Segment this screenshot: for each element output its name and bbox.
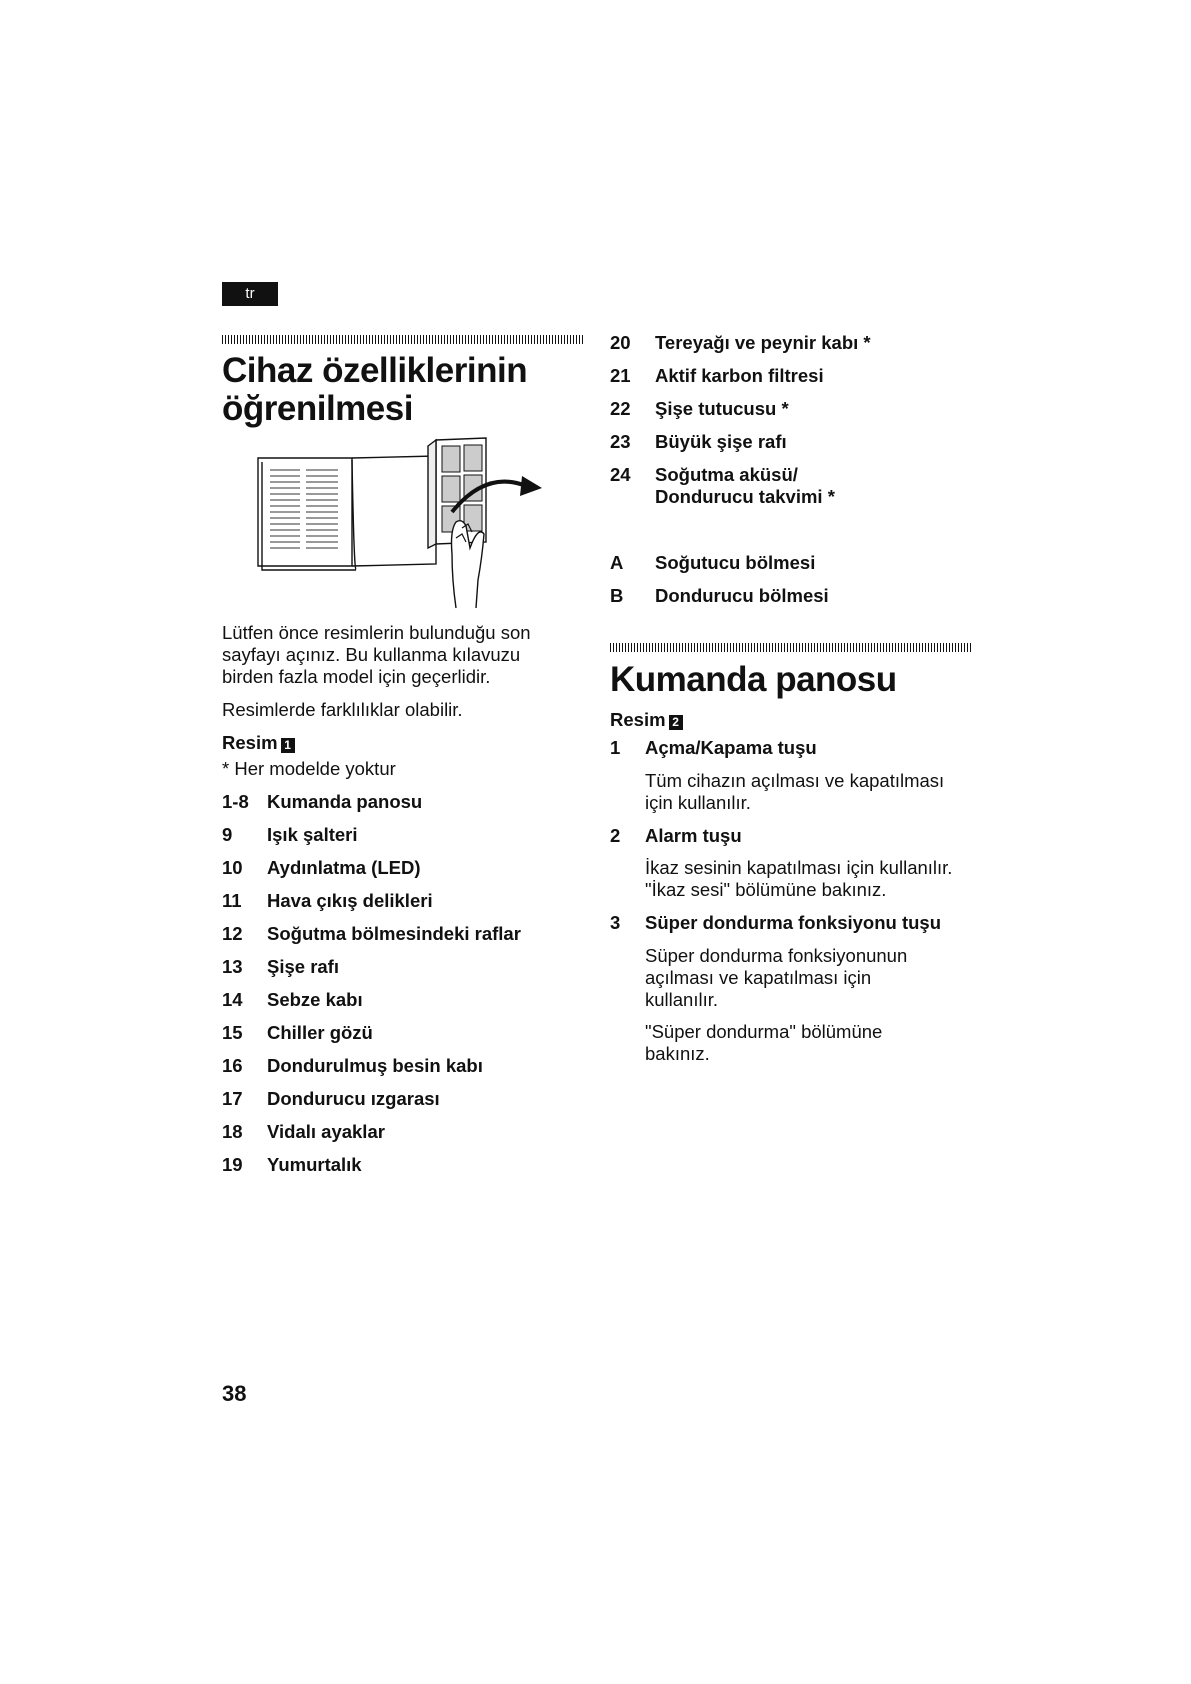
desc-line: kullanılır. — [645, 989, 719, 1010]
list-item-number: 10 — [222, 857, 243, 878]
desc-line: açılması ve kapatılması için — [645, 967, 872, 988]
footnote: * Her modelde yoktur — [222, 758, 396, 779]
list-item — [222, 923, 582, 945]
list-item — [610, 431, 990, 453]
list-item-label-line2: Dondurucu takvimi * — [655, 486, 835, 507]
desc-line: için kullanılır. — [645, 792, 751, 813]
control-item-desc — [645, 1021, 882, 1065]
list-item — [222, 824, 582, 846]
desc-line: "İkaz sesi" bölümüne bakınız. — [645, 879, 887, 900]
figure-reference — [610, 709, 683, 731]
list-item-number: 15 — [222, 1022, 243, 1043]
list-item-label: Büyük şişe rafı — [655, 431, 787, 452]
intro-line: sayfayı açınız. Bu kullanma kılavuzu — [222, 644, 521, 665]
list-item-label: Hava çıkış delikleri — [267, 890, 433, 911]
list-item-label: Chiller gözü — [267, 1022, 373, 1043]
control-item-label: Açma/Kapama tuşu — [645, 737, 817, 758]
list-item-label: Aydınlatma (LED) — [267, 857, 421, 878]
intro-paragraph — [222, 622, 531, 688]
list-item-label: Aktif karbon filtresi — [655, 365, 824, 386]
figure-label: Resim — [222, 732, 278, 753]
figure-label: Resim — [610, 709, 666, 730]
section-divider — [610, 643, 971, 652]
section-divider — [222, 335, 584, 344]
list-item-number: 11 — [222, 890, 242, 911]
list-item-number: 18 — [222, 1121, 243, 1142]
list-item-label: Soğutma aküsü/ — [655, 464, 798, 485]
control-item-label: Süper dondurma fonksiyonu tuşu — [645, 912, 942, 933]
list-item-label: Dondurucu bölmesi — [655, 585, 829, 606]
list-item-label: Soğutma bölmesindeki raflar — [267, 923, 521, 944]
list-item-number: 23 — [610, 431, 631, 452]
compartment-list — [610, 552, 990, 618]
list-item — [222, 1121, 582, 1143]
list-item-number: B — [610, 585, 624, 606]
figure-number-badge: 2 — [669, 715, 683, 730]
list-item-number: 16 — [222, 1055, 243, 1076]
figure-reference — [222, 732, 295, 754]
list-item-number: 20 — [610, 332, 631, 353]
list-item — [222, 989, 582, 1011]
list-item — [610, 585, 990, 607]
list-item-label: Şişe rafı — [267, 956, 339, 977]
list-item-number: 1-8 — [222, 791, 249, 812]
list-item-label: Sebze kabı — [267, 989, 363, 1010]
desc-line: "Süper dondurma" bölümüne — [645, 1021, 883, 1042]
desc-line: Tüm cihazın açılması ve kapatılması — [645, 770, 945, 791]
list-item — [610, 464, 990, 508]
list-item — [222, 1154, 582, 1176]
open-manual-illustration — [256, 430, 546, 610]
control-item-label: Alarm tuşu — [645, 825, 742, 846]
list-item-label: Şişe tutucusu * — [655, 398, 789, 419]
list-item-number: 12 — [222, 923, 243, 944]
note-paragraph: Resimlerde farklılıklar olabilir. — [222, 699, 463, 720]
list-item-label: Soğutucu bölmesi — [655, 552, 816, 573]
section-title-control-panel: Kumanda panosu — [610, 660, 897, 699]
list-item — [222, 857, 582, 879]
desc-line: bakınız. — [645, 1043, 710, 1064]
intro-line: Lütfen önce resimlerin bulunduğu son — [222, 622, 531, 643]
list-item — [222, 956, 582, 978]
list-item-number: 13 — [222, 956, 243, 977]
list-item-number: 21 — [610, 365, 631, 386]
list-item-number: 19 — [222, 1154, 243, 1175]
list-item-number: A — [610, 552, 624, 573]
list-item-label: Dondurulmuş besin kabı — [267, 1055, 483, 1076]
desc-line: Süper dondurma fonksiyonunun — [645, 945, 908, 966]
section-title-features — [222, 352, 527, 428]
list-item-number: 17 — [222, 1088, 243, 1109]
list-item-label: Kumanda panosu — [267, 791, 423, 812]
list-item — [610, 552, 990, 574]
control-item-number: 2 — [610, 825, 621, 846]
control-item-desc — [645, 945, 907, 1011]
control-item-number: 3 — [610, 912, 621, 933]
list-item — [610, 398, 990, 420]
list-item-label: Tereyağı ve peynir kabı * — [655, 332, 871, 353]
list-item — [222, 1022, 582, 1044]
language-tag: tr — [222, 282, 278, 306]
list-item-number: 22 — [610, 398, 631, 419]
list-item — [222, 1055, 582, 1077]
list-item — [610, 365, 990, 387]
control-item-desc — [645, 857, 952, 901]
list-item-label: Yumurtalık — [267, 1154, 362, 1175]
component-list-continued — [610, 332, 990, 519]
list-item-number: 14 — [222, 989, 243, 1010]
desc-line: İkaz sesinin kapatılması için kullanılır. — [645, 857, 953, 878]
page-number: 38 — [222, 1381, 247, 1406]
control-item-number: 1 — [610, 737, 621, 758]
list-item — [222, 791, 582, 813]
list-item-label: Dondurucu ızgarası — [267, 1088, 440, 1109]
list-item-label: Işık şalteri — [267, 824, 358, 845]
list-item-label: Vidalı ayaklar — [267, 1121, 385, 1142]
figure-number-badge: 1 — [281, 738, 295, 753]
intro-line: birden fazla model için geçerlidir. — [222, 666, 491, 687]
component-list — [222, 791, 582, 1187]
list-item — [610, 332, 990, 354]
title-line-2: öğrenilmesi — [222, 389, 413, 428]
list-item — [222, 1088, 582, 1110]
list-item — [222, 890, 582, 912]
list-item-number: 24 — [610, 464, 631, 485]
list-item-number: 9 — [222, 824, 233, 845]
title-line-1: Cihaz özelliklerinin — [222, 351, 528, 390]
control-item-desc — [645, 770, 944, 814]
